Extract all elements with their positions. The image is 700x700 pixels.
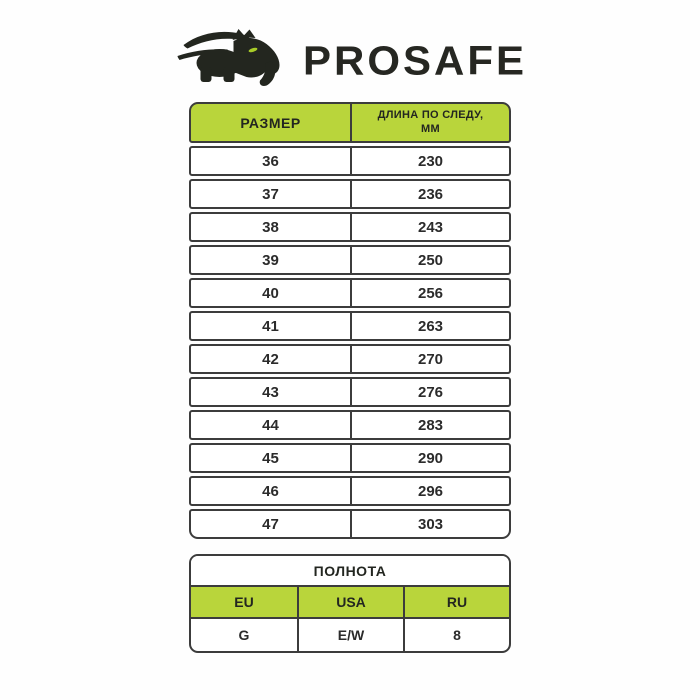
brand-logo — [0, 0, 700, 98]
width-col-usa: USA — [297, 587, 403, 617]
table-row — [189, 311, 511, 341]
size-column-header: РАЗМЕР — [240, 114, 301, 131]
width-col-ru: RU — [403, 587, 509, 617]
length-cell: 236 — [350, 181, 509, 207]
length-cell: 250 — [350, 247, 509, 273]
width-value-usa: E/W — [297, 619, 403, 651]
table-row — [189, 245, 511, 275]
length-column-header — [350, 104, 509, 141]
table-row — [189, 344, 511, 374]
size-cell: 46 — [262, 482, 279, 500]
size-cell: 38 — [262, 218, 279, 236]
table-row — [189, 212, 511, 242]
width-value-ru: 8 — [403, 619, 509, 651]
length-header-line2: ММ — [421, 122, 440, 135]
size-cell: 41 — [262, 317, 279, 335]
table-row — [189, 509, 511, 539]
brand-name: PROSAFE — [302, 37, 528, 84]
length-cell: 230 — [350, 148, 509, 174]
length-cell: 283 — [350, 412, 509, 438]
length-cell: 270 — [350, 346, 509, 372]
size-cell: 37 — [262, 185, 279, 203]
size-cell: 47 — [262, 515, 279, 533]
size-cell: 42 — [262, 350, 279, 368]
table-row — [189, 146, 511, 176]
length-cell: 256 — [350, 280, 509, 306]
size-cell: 45 — [262, 449, 279, 467]
size-cell: 40 — [262, 284, 279, 302]
rhino-icon — [173, 25, 293, 97]
width-value-eu: G — [238, 627, 250, 643]
length-cell: 296 — [350, 478, 509, 504]
size-cell: 43 — [262, 383, 279, 401]
width-table-title: ПОЛНОТА — [191, 556, 509, 587]
table-row — [189, 377, 511, 407]
width-table-header-row — [191, 587, 509, 619]
length-cell: 290 — [350, 445, 509, 471]
table-row — [189, 476, 511, 506]
size-table-body — [189, 146, 511, 539]
size-cell: 44 — [262, 416, 279, 434]
length-header-line1: ДЛИНА ПО СЛЕДУ, — [377, 108, 484, 121]
size-cell: 39 — [262, 251, 279, 269]
table-row — [189, 179, 511, 209]
table-row — [189, 410, 511, 440]
width-table-value-row — [191, 619, 509, 651]
size-cell: 36 — [262, 152, 279, 170]
length-cell: 263 — [350, 313, 509, 339]
length-cell: 243 — [350, 214, 509, 240]
length-cell: 303 — [350, 511, 509, 537]
table-row — [189, 278, 511, 308]
table-row — [189, 443, 511, 473]
length-cell: 276 — [350, 379, 509, 405]
size-table-header-row — [189, 102, 511, 143]
width-table — [189, 554, 511, 653]
width-col-eu: EU — [234, 594, 254, 610]
size-table — [189, 102, 511, 539]
